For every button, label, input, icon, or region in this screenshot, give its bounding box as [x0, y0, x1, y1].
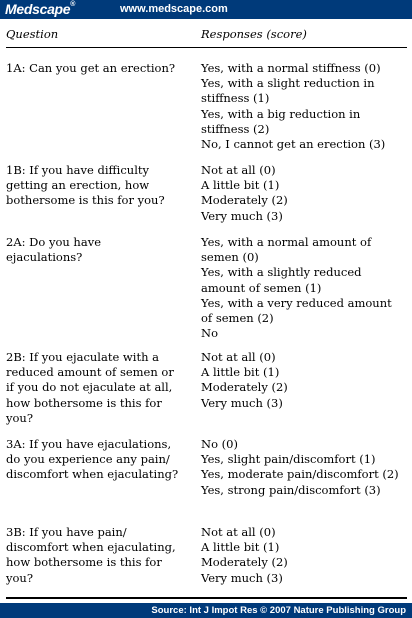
response-option: Yes, moderate pain/discomfort (2) — [201, 467, 399, 482]
questionnaire-table — [6, 20, 407, 585]
response-option: Very much (3) — [201, 570, 283, 585]
question-cell: 3B: If you have pain/ discomfort when ejaculating, how bothersome is this for you? — [6, 525, 176, 585]
response-option: Yes, with a normal stiffness (0) — [201, 61, 381, 75]
registered-mark: ® — [70, 1, 76, 8]
question-cell: 3A: If you have ejaculations, do you experience any pain/ discomfort when ejaculating? — [6, 437, 179, 482]
brand-name: Medscape — [5, 1, 71, 17]
response-option: Not at all (0) — [201, 350, 276, 364]
source-footer: Source: Int J Impot Res © 2007 Nature Publishing Group — [0, 603, 412, 618]
response-option: No, I cannot get an erection (3) — [201, 137, 386, 152]
response-option: Yes, with a slight reduction in stiffness (1) — [201, 76, 375, 106]
response-option: Moderately (2) — [201, 555, 288, 570]
response-option: Very much (3) — [201, 395, 283, 410]
response-option: Moderately (2) — [201, 193, 288, 208]
response-option: No (0) — [201, 437, 238, 451]
question-cell: 1B: If you have difficulty getting an erection, how bothersome is this for you? — [6, 163, 165, 208]
site-url-link[interactable]: www.medscape.com — [120, 3, 228, 15]
medscape-logo[interactable] — [5, 1, 75, 17]
response-option: Very much (3) — [201, 208, 283, 223]
question-cell: 2B: If you ejaculate with a reduced amount of semen or if you do not ejaculate at all, how bothersome is this for you? — [6, 350, 174, 425]
responses-cell — [201, 61, 407, 152]
response-option: Yes, strong pain/discomfort (3) — [201, 482, 381, 497]
response-option: A little bit (1) — [201, 178, 280, 193]
responses-column-header: Responses (score) — [201, 27, 307, 41]
response-option: Yes, with a big reduction in stiffness (2) — [201, 106, 361, 136]
response-option: A little bit (1) — [201, 365, 280, 380]
medscape-header-bar — [0, 0, 412, 19]
question-cell: 2A: Do you have ejaculations? — [6, 235, 101, 265]
response-option: Not at all (0) — [201, 163, 276, 177]
responses-cell — [201, 350, 407, 411]
responses-cell — [201, 163, 407, 224]
responses-cell — [201, 235, 407, 341]
response-option: No — [201, 326, 218, 341]
table-bottom-rule — [6, 597, 407, 599]
responses-cell — [201, 525, 407, 586]
question-cell: 1A: Can you get an erection? — [6, 61, 176, 75]
table-header-row — [6, 20, 407, 48]
response-option: Yes, with a normal amount of semen (0) — [201, 235, 372, 265]
question-column-header: Question — [6, 27, 59, 41]
response-option: Not at all (0) — [201, 525, 276, 539]
responses-cell — [201, 437, 407, 498]
response-option: Yes, with a slightly reduced amount of semen (1) — [201, 265, 362, 295]
response-option: Moderately (2) — [201, 380, 288, 395]
response-option: A little bit (1) — [201, 540, 280, 555]
response-option: Yes, slight pain/discomfort (1) — [201, 452, 376, 467]
response-option: Yes, with a very reduced amount of semen (2) — [201, 295, 392, 326]
